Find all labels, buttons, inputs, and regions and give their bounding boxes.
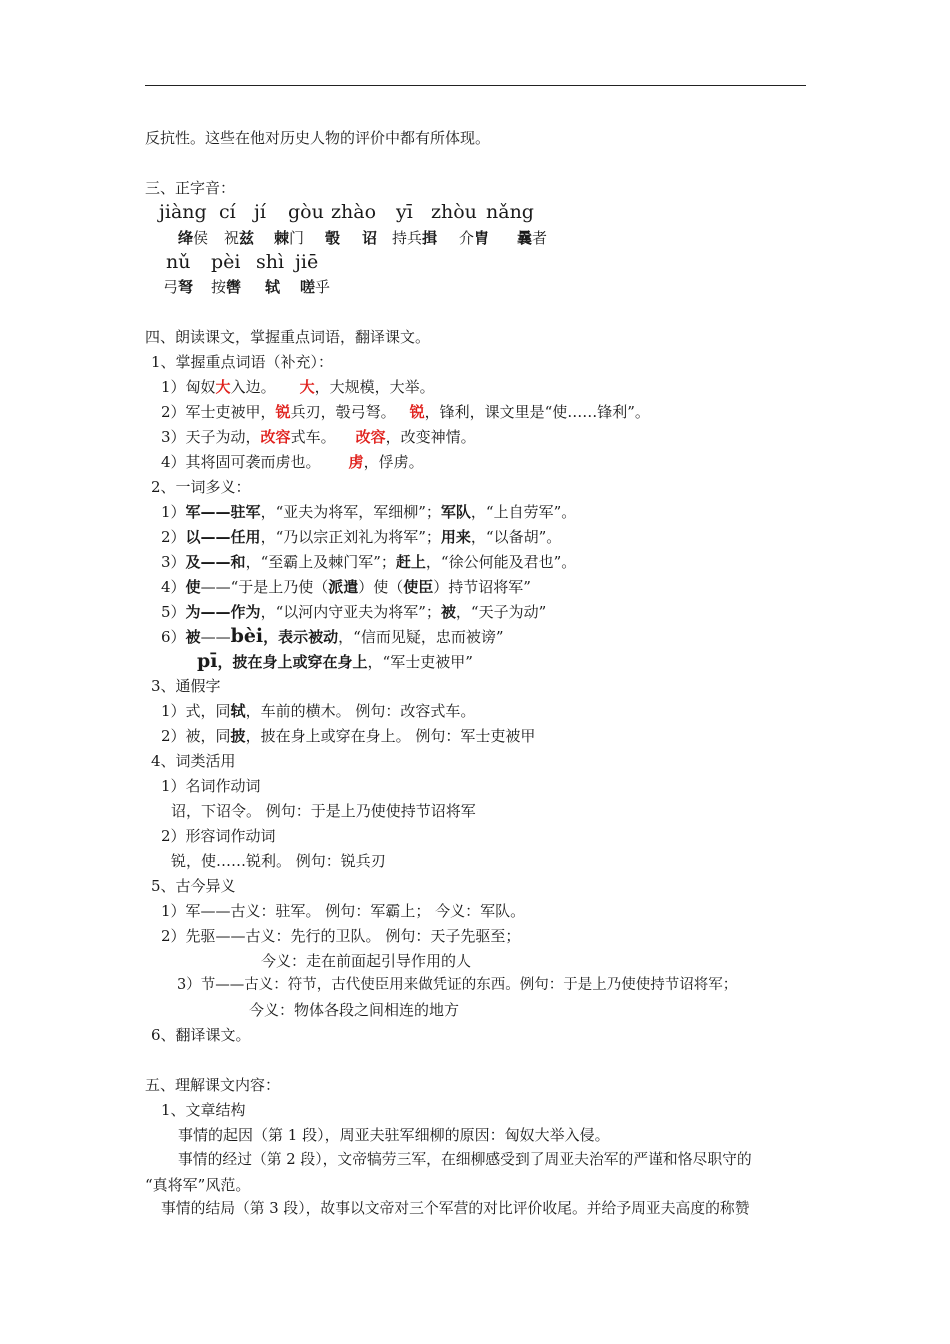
sub-heading: 3、通假字: [151, 677, 221, 695]
tongjia-item: 2）被，同披，披在身上或穿在身上。 例句：军士吏被甲: [161, 727, 536, 745]
pinyin: yī: [396, 201, 413, 223]
pinyin: zhào: [331, 201, 377, 223]
text-line: “真将军”风范。: [145, 1176, 251, 1194]
text-line: 2）形容词作动词: [161, 827, 276, 845]
sub-heading: 5、古今异义: [151, 877, 236, 895]
vocab-item: 1）匈奴大入边。 大，大规模，大举。: [161, 378, 435, 396]
word-item: 曩者: [517, 229, 548, 247]
polysemy-item: 5）为——作为，“以河内守亚夫为将军”；被，“天子为动”: [161, 603, 547, 621]
vocab-item: 3）天子为动，改容式车。 改容，改变神情。: [161, 428, 476, 446]
pinyin: pèi: [211, 251, 241, 273]
polysemy-item: 2）以——任用，“乃以宗正刘礼为将军”；用来，“以备胡”。: [161, 528, 562, 546]
text-line: 1）军——古义：驻军。 例句：军霸上； 今义：军队。: [161, 902, 526, 920]
pinyin: jí: [254, 201, 266, 223]
word-item: 介胄: [459, 229, 490, 247]
text-line: 事情的起因（第 1 段），周亚夫驻军细柳的原因：匈奴大举入侵。: [178, 1126, 610, 1144]
text-line: 事情的经过（第 2 段），文帝犒劳三军，在细柳感受到了周亚夫治军的严谨和恪尽职守的: [178, 1151, 752, 1168]
word-item: 绛侯: [178, 229, 209, 247]
pinyin: cí: [219, 201, 236, 223]
text-line: 今义：走在前面起引导作用的人: [261, 952, 472, 970]
polysemy-item: 4）使——“于是上乃使（派遣）使（使臣）持节诏将军”: [161, 578, 531, 596]
pinyin: gòu: [288, 201, 324, 223]
text-line: 3）节——古义：符节，古代使臣用来做凭证的东西。例句：于是上乃使使持节诏将军；: [177, 977, 738, 993]
word-item: 祝兹: [224, 229, 255, 247]
word-item: 持兵揖: [392, 229, 438, 247]
pinyin: shì: [256, 251, 285, 273]
sub-heading: 4、词类活用: [151, 752, 236, 770]
pinyin: jiàng: [159, 201, 207, 223]
sub-heading: 1、文章结构: [161, 1101, 246, 1119]
polysemy-item: 3）及——和，“至霸上及棘门军”；赶上，“徐公何能及君也”。: [161, 553, 577, 571]
pinyin: nǎng: [486, 201, 534, 223]
pinyin: jiē: [295, 251, 319, 273]
text-line: 锐，使……锐利。 例句：锐兵刃: [171, 852, 386, 870]
intro-line: 反抗性。这些在他对历史人物的评价中都有所体现。: [145, 129, 491, 147]
pinyin: zhòu: [431, 201, 477, 223]
text-line: 事情的结局（第 3 段），故事以文帝对三个军营的对比评价收尾。并给予周亚夫高度的称赞: [161, 1200, 750, 1217]
pinyin: nǔ: [166, 251, 191, 273]
word-item: 诏: [362, 229, 378, 247]
polysemy-item: pī，披在身上或穿在身上，“军士吏被甲”: [197, 650, 473, 672]
header-rule: [145, 85, 806, 86]
tongjia-item: 1）式，同轼，车前的横木。 例句：改容式车。: [161, 702, 476, 720]
word-item: 彀: [325, 229, 341, 247]
sub-heading: 6、翻译课文。: [151, 1026, 251, 1044]
section-5-heading: 五、理解课文内容：: [145, 1076, 281, 1094]
word-item: 棘门: [274, 229, 305, 247]
text-line: 2）先驱——古义：先行的卫队。 例句：天子先驱至；: [161, 927, 521, 945]
word-item: 按辔: [211, 278, 242, 296]
sub-heading: 1、掌握重点词语（补充）：: [151, 353, 334, 371]
section-3-heading: 三、正字音：: [145, 179, 236, 197]
vocab-item: 2）军士吏被甲，锐兵刃，彀弓弩。 锐，锋利，课文里是“使……锋利”。: [161, 403, 650, 421]
vocab-item: 4）其将固可袭而虏也。 虏，俘虏。: [161, 453, 424, 471]
text-line: 今义：物体各段之间相连的地方: [249, 1001, 460, 1019]
text-line: 1）名词作动词: [161, 777, 261, 795]
polysemy-item: 1）军——驻军，“亚夫为将军，军细柳”；军队，“上自劳军”。: [161, 503, 577, 521]
text-line: 诏，下诏令。 例句：于是上乃使使持节诏将军: [171, 802, 476, 820]
word-item: 弓弩: [163, 278, 194, 296]
sub-heading: 2、一词多义：: [151, 478, 251, 496]
word-item: 嗟乎: [300, 278, 331, 296]
section-4-heading: 四、朗读课文，掌握重点词语，翻译课文。: [145, 328, 431, 346]
word-item: 轼: [265, 278, 281, 296]
polysemy-item: 6）被——bèi，表示被动，“信而见疑，忠而被谤”: [161, 625, 504, 647]
